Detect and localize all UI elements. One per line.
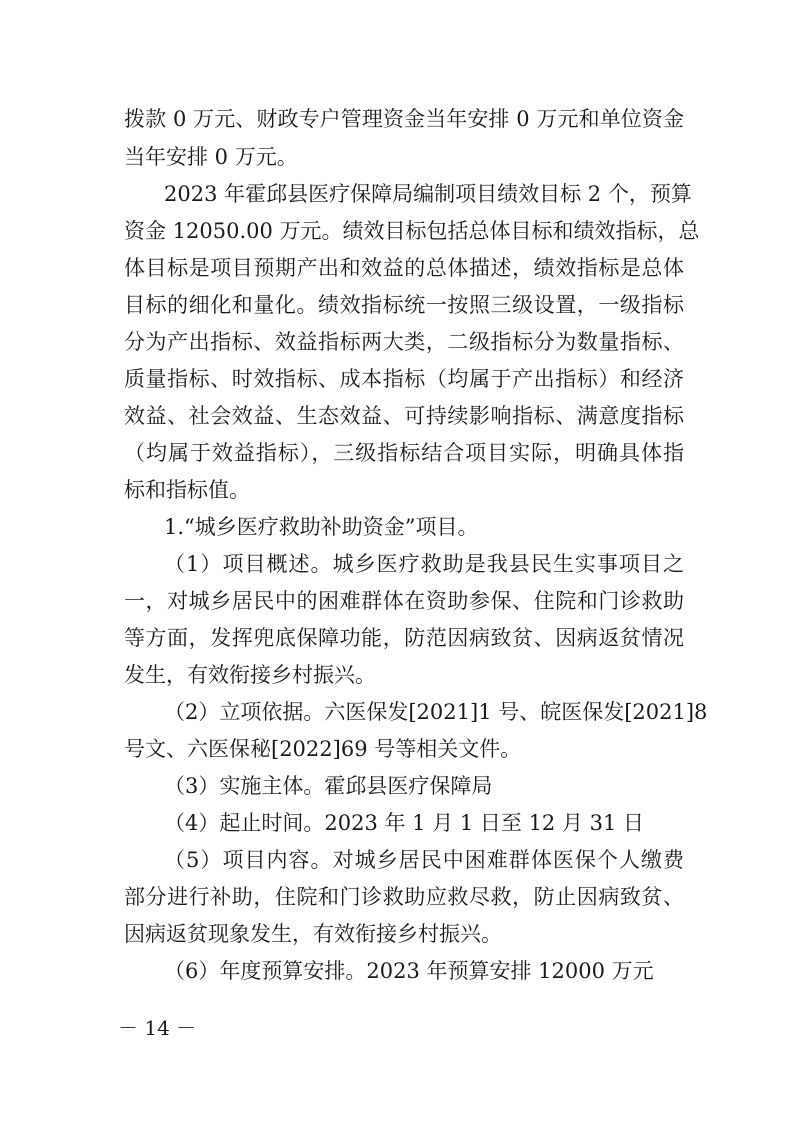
text-line: 目标的细化和量化。绩效指标统一按照三级设置，一级指标 (124, 293, 684, 317)
text-line: 当年安排 0 万元。 (124, 145, 298, 169)
text-line: 等方面，发挥兜底保障功能，防范因病致贫、因病返贫情况 (124, 626, 684, 650)
text-line: （1）项目概述。城乡医疗救助是我县民生实事项目之 (164, 552, 684, 576)
text-line: 因病返贫现象发生，有效衔接乡村振兴。 (124, 922, 502, 946)
text-line: 拨款 0 万元、财政专户管理资金当年安排 0 万元和单位资金 (124, 107, 684, 131)
text-line: 体目标是项目预期产出和效益的总体描述，绩效指标是总体 (124, 256, 684, 280)
text-line: 发生，有效衔接乡村振兴。 (124, 663, 376, 687)
text-line: （5）项目内容。对城乡居民中困难群体医保个人缴费 (164, 848, 684, 872)
text-line: 效益、社会效益、生态效益、可持续影响指标、满意度指标 (124, 404, 684, 428)
text-line: （3）实施主体。霍邱县医疗保障局 (164, 774, 493, 798)
text-line: 号文、六医保秘[2022]69 号等相关文件。 (124, 737, 522, 761)
text-line: （2）立项依据。六医保发[2021]1 号、皖医保发[2021]8 (164, 700, 708, 724)
text-line: 资金 12050.00 万元。绩效目标包括总体目标和绩效指标，总 (124, 219, 700, 243)
section-heading: 1.“城乡医疗救助补助资金”项目。 (164, 515, 479, 539)
text-line: （4）起止时间。2023 年 1 月 1 日至 12 月 31 日 (164, 811, 645, 835)
text-line: 一，对城乡居民中的困难群体在资助参保、住院和门诊救助 (124, 589, 684, 613)
page-number: － 14 － (118, 1016, 197, 1040)
text-line: 部分进行补助，住院和门诊救助应救尽救，防止因病致贫、 (124, 885, 684, 909)
text-line: 质量指标、时效指标、成本指标（均属于产出指标）和经济 (124, 367, 684, 391)
text-line: 2023 年霍邱县医疗保障局编制项目绩效目标 2 个，预算 (164, 182, 692, 206)
text-line: 标和指标值。 (124, 478, 250, 502)
text-line: （6）年度预算安排。2023 年预算安排 12000 万元 (164, 959, 654, 983)
text-line: （均属于效益指标），三级指标结合项目实际，明确具体指 (124, 441, 684, 465)
text-line: 分为产出指标、效益指标两大类，二级指标分为数量指标、 (124, 330, 684, 354)
